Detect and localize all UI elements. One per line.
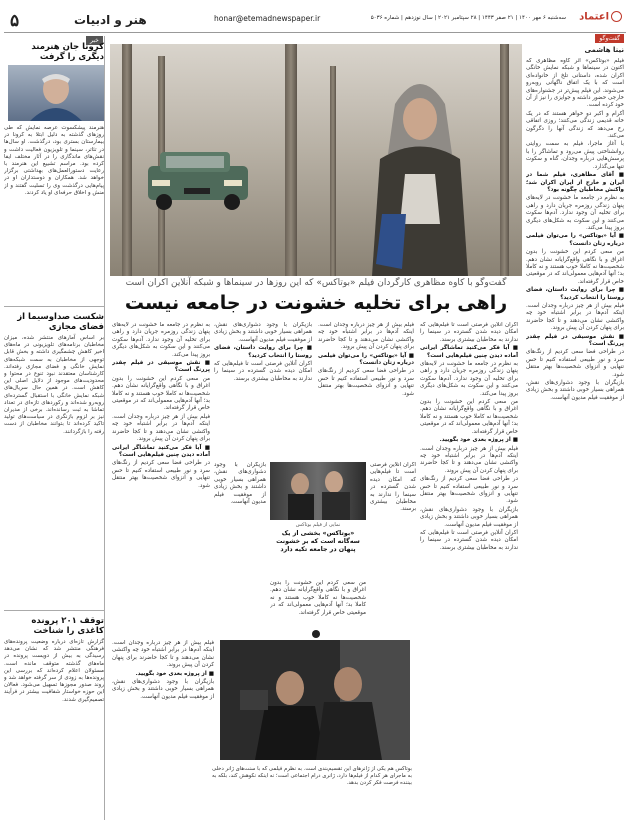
- body-paragraph: فیلم بیش از هر چیز درباره وجدان است. اینکه آدم‌ها در برابر اشتباه خود چه واکنشی نشان می‌دهند و تا کجا حاضرند برای پنهان کردن آن پیش بروند.: [318, 322, 414, 351]
- body-paragraph: من سعی کردم این خشونت را بدون اغراق و با نگاهی واقع‌گرایانه نشان دهم. شخصیت‌ها نه کاملا خوب هستند و نه کاملا بد؛ آنها آدم‌هایی معمولی‌اند که در موقعیتی خاص قرار گرفته‌اند.: [112, 375, 210, 412]
- question: ■ آیا «بوتاکس» را می‌توان فیلمی درباره زنان دانست؟: [526, 233, 624, 247]
- body-column-7: [270, 580, 366, 632]
- body-paragraph: به نظرم در جامعه ما خشونت در لایه‌های پنهان زندگی روزمره جریان دارد و راهی برای تخلیه آن وجود ندارد. آدم‌ها سکوت می‌کنند و این سکوت به شکل‌های دیگری بروز پیدا می‌کند.: [112, 322, 210, 358]
- sidebar-story-3: [4, 616, 104, 816]
- body-paragraph: فیلم بیش از هر چیز درباره وجدان است. اینکه آدم‌ها در برابر اشتباه خود چه واکنشی نشان می‌دهند و تا کجا حاضرند برای پنهان کردن آن پیش بروند.: [420, 445, 518, 474]
- pull-quote: «بوتاکس» بخشی از یک سه‌گانه است که بر خشونت پنهان در جامعه تکیه دارد: [276, 530, 360, 553]
- body-paragraph: به نظرم در جامعه ما خشونت در لایه‌های پنهان زندگی روزمره جریان دارد و راهی برای تخلیه آن وجود ندارد. آدم‌ها سکوت می‌کنند و این سکوت به شکل‌های دیگری بروز پیدا می‌کند.: [420, 361, 518, 397]
- sidebar-divider: [4, 306, 104, 307]
- body-paragraph: در طراحی فضا سعی کردیم از رنگ‌های سرد و نور طبیعی استفاده کنیم تا حس تنهایی و انزوای شخصیت‌ها بهتر منتقل شود.: [420, 476, 518, 505]
- newspaper-logo: [579, 11, 622, 23]
- news-kicker: خبر: [86, 36, 103, 45]
- intro-column: [526, 58, 624, 618]
- sidebar-story-2-text: بر اساس آمارهای منتشر شده، میزان مخاطبان برنامه‌های تلویزیونی در ماه‌های اخیر کاهش چشمگیری داشته و بخش قابل توجهی از مخاطبان به سمت شبکه‌های نمایش خانگی و فضای مجازی رفته‌اند. کارشناسان معتقدند نبود تنوع در محتوا و محدودیت‌های موجود از دلایل اصلی این کاهش است. در همین حال سریال‌های شبکه نمایش خانگی با استقبال گسترده‌ای روبه‌رو شده‌اند و رکوردهای تازه‌ای در تعداد تماشا به ثبت رسانده‌اند. برخی از مدیران نیز بر لزوم بازنگری در سیاست‌های تولید تاکید کرده‌اند تا بتوانند مخاطبان از دست رفته را بازگردانند.: [4, 335, 104, 435]
- question: ■ چرا برای روایت داستان، فضای روستا را انتخاب کردید؟: [526, 287, 624, 301]
- answer-paragraph: بازیگران با وجود دشواری‌های نقش، همراهی بسیار خوبی داشتند و بخش زیادی از موفقیت فیلم مدیون آنهاست.: [526, 380, 624, 401]
- body-column-2: [318, 322, 414, 458]
- tree-trunk: [500, 44, 509, 276]
- body-column-8: [112, 640, 214, 815]
- question: ■ آیا فکر می‌کنید تماشاگر ایرانی آماده دیدن چنین فیلم‌هایی است؟: [420, 345, 518, 359]
- body-paragraph: فیلم بیش از هر چیز درباره وجدان است. اینکه آدم‌ها در برابر اشتباه خود چه واکنشی نشان می‌دهند و تا کجا حاضرند برای پنهان کردن آن پیش بروند.: [112, 640, 214, 669]
- question: ■ از پروژه بعدی خود بگویید.: [135, 670, 214, 677]
- tree-trunk: [122, 44, 132, 276]
- body-column-5: [214, 462, 266, 632]
- body-paragraph: فیلم بیش از هر چیز درباره وجدان است. اینکه آدم‌ها در برابر اشتباه خود چه واکنشی نشان می‌دهند و تا کجا حاضرند برای پنهان کردن آن پیش بروند.: [112, 413, 210, 443]
- body-paragraph: اکران آنلاین فرصتی است تا فیلم‌هایی که امکان دیده شدن گسترده در سینما را ندارند به مخاطبان بیشتری برسند.: [420, 529, 518, 551]
- question: ■ از پروژه بعدی خود بگویید.: [439, 437, 518, 444]
- sidebar-story-1-text: هنرمند پیشکسوت عرصه نمایش که طی روزهای گذشته به دلیل ابتلا به کرونا در بیمارستان بستری بود، درگذشت. او سال‌ها در تئاتر، سینما و تلویزیون فعالیت داشت و نقش‌های ماندگاری را در آثار مختلف ایفا کرده بود. مراسم تشییع این هنرمند با رعایت دستورالعمل‌های بهداشتی برگزار خواهد شد. همکاران و دوستداران او در پیام‌هایی درگذشت وی را تسلیت گفتند و از منش و اخلاق حرفه‌ای او یاد کردند.: [4, 125, 104, 196]
- sidebar-story-3-text: گزارش تازه‌ای درباره وضعیت پرونده‌های فرهنگی منتشر شد که نشان می‌دهد رسیدگی به بیش از دویست پرونده در ماه‌های گذشته متوقف مانده است. مسئولان اعلام کرده‌اند که بررسی این پرونده‌ها به زودی از سر گرفته خواهد شد و روند صدور مجوزها تسهیل می‌شود. فعالان این حوزه خواستار شفافیت بیشتر در فرآیند تصمیم‌گیری شدند.: [4, 639, 104, 703]
- tree-trunk: [285, 44, 297, 276]
- body-paragraph: بازیگران با وجود دشواری‌های نقش، همراهی بسیار خوبی داشتند و بخش زیادی از موفقیت فیلم مدیون آنهاست.: [420, 506, 518, 528]
- body-paragraph: اکران آنلاین فرصتی است تا فیلم‌هایی که امکان دیده شدن گسترده در سینما را ندارند به مخاطبان بیشتری برسند.: [370, 462, 416, 513]
- sidebar-portrait: [8, 65, 104, 121]
- body-column-4: [112, 322, 210, 632]
- sidebar-story-2-title: شکست صداوسیما از فضای مجازی: [17, 312, 104, 332]
- issue-line: سه‌شنبه ۶ مهر ۱۴۰۰ | ۲۱ صفر ۱۴۴۳ | ۲۸ سپتامبر ۲۰۲۱ | سال نوزدهم | شماره ۵۰۳۶: [370, 15, 566, 21]
- intro-paragraph: با آغاز ماجرا، فیلم به سمت روایتی روانشناختی پیش می‌رود و تماشاگر را با پرسش‌هایی درباره وجدان، گناه و سکوت تنها می‌گذارد.: [526, 141, 624, 170]
- body-column-3: [214, 322, 312, 458]
- film-still-figures: [270, 462, 366, 520]
- body-paragraph: بازیگران با وجود دشواری‌های نقش، همراهی بسیار خوبی داشتند و بخش زیادی از موفقیت فیلم مدیون آنهاست.: [112, 679, 214, 700]
- sidebar-story-1: [4, 42, 104, 304]
- answer-paragraph: در طراحی فضا سعی کردیم از رنگ‌های سرد و نور طبیعی استفاده کنیم تا حس تنهایی و انزوای شخصیت‌ها بهتر منتقل شود.: [526, 349, 624, 378]
- author-name: نینا هاشمی: [584, 46, 624, 54]
- body-column-1: [420, 322, 518, 814]
- intro-paragraph: فیلم «بوتاکس» اثر کاوه مظاهری که اکنون در سینماها و شبکه نمایش خانگی اکران شده، داستانی تلخ از خانواده‌ای است که با یک اتفاق ناگهانی روبه‌رو می‌شوند. این فیلم پیش‌تر در جشنواره‌های خارجی حضور داشته و جوایزی را نیز از آن خود کرده است.: [526, 58, 624, 109]
- question: ■ نقش موسیقی در فیلم چقدر پررنگ است؟: [112, 360, 210, 374]
- woman-figure: [360, 64, 480, 276]
- tree-trunk: [330, 66, 336, 276]
- car-illustration: [140, 144, 255, 214]
- question: ■ آقای مظاهری، فیلم شما در ایران و خارج از ایران اکران شد؛ واکنش مخاطبان چگونه بود؟: [526, 172, 624, 193]
- body-paragraph: اکران آنلاین فرصتی است تا فیلم‌هایی که امکان دیده شدن گسترده در سینما را ندارند به مخاطبان بیشتری برسند.: [214, 361, 312, 382]
- article-headline: راهی برای تخلیه خشونت در جامعه نیست: [124, 292, 508, 314]
- sidebar-divider: [4, 610, 104, 611]
- sidebar-story-2: [4, 312, 104, 612]
- masthead: [4, 8, 626, 33]
- body-paragraph: اکران آنلاین فرصتی است تا فیلم‌هایی که امکان دیده شدن گسترده در سینما را ندارند به مخاطبان بیشتری برسند.: [420, 322, 518, 343]
- intro-paragraph: آکرام و اکبر دو خواهر هستند که در یک خانه قدیمی زندگی می‌کنند؛ روزی اتفاقی رخ می‌دهد که زندگی آنها را دگرگون می‌کند.: [526, 110, 624, 140]
- article-subhead: گفت‌وگو با کاوه مظاهری کارگردان فیلم «بوتاکس» که این روزها در سینماها و شبکه آنلاین اکران است: [125, 278, 507, 288]
- answer-paragraph: به نظرم در جامعه ما خشونت در لایه‌های پنهان زندگی روزمره جریان دارد و راهی برای تخلیه آن وجود ندارد. آدم‌ها سکوت می‌کنند و این سکوت به شکل‌های دیگری بروز پیدا می‌کند.: [526, 195, 624, 231]
- question: ■ آیا فکر می‌کنید تماشاگر ایرانی آماده دیدن چنین فیلم‌هایی است؟: [112, 444, 210, 458]
- question: ■ آیا «بوتاکس» را می‌توان فیلمی درباره زنان دانست؟: [318, 352, 414, 367]
- film-still-2-figures: [220, 640, 410, 760]
- section-break-icon: [312, 630, 320, 638]
- body-paragraph: بازیگران با وجود دشواری‌های نقش، همراهی بسیار خوبی داشتند و بخش زیادی از موفقیت فیلم مدیون آنهاست.: [214, 462, 266, 506]
- question: ■ نقش موسیقی در فیلم چقدر پررنگ است؟: [526, 333, 624, 348]
- section-title: هنر و ادبیات: [74, 13, 147, 27]
- body-column-6: [370, 462, 416, 632]
- logo-mark-icon: [611, 11, 622, 22]
- film-still-2-caption: بوتاکس هم یکی از ژانرهای این تقسیم‌بندی است. به نظرم فیلمی که با سنت‌های ژانر دخلی به ماجرای هر کدام از فیلم‌ها دارد، ژانری درام اجتماعی است؛ نه اینکه نکوهش کند، بلکه به بیننده فرصت فکر کردن بدهد.: [212, 766, 412, 786]
- body-paragraph: من سعی کردم این خشونت را بدون اغراق و با نگاهی واقع‌گرایانه نشان دهم. شخصیت‌ها نه کاملا خوب هستند و نه کاملا بد؛ آنها آدم‌هایی معمولی‌اند که در موقعیتی خاص قرار گرفته‌اند.: [270, 580, 366, 616]
- question: ■ چرا برای روایت داستان، فضای روستا را انتخاب کردید؟: [214, 345, 312, 359]
- news-sidebar: [4, 36, 105, 820]
- sidebar-story-1-title: کرونا جان هنرمند دیگری را گرفت: [31, 42, 104, 62]
- body-paragraph: در طراحی فضا سعی کردیم از رنگ‌های سرد و نور طبیعی استفاده کنیم تا حس تنهایی و انزوای شخصیت‌ها بهتر منتقل شود.: [318, 368, 414, 397]
- film-still-2: [220, 640, 410, 760]
- body-paragraph: بازیگران با وجود دشواری‌های نقش، همراهی بسیار خوبی داشتند و بخش زیادی از موفقیت فیلم مدیون آنهاست.: [214, 322, 312, 343]
- film-still-1: [270, 462, 366, 520]
- body-paragraph: من سعی کردم این خشونت را بدون اغراق و با نگاهی واقع‌گرایانه نشان دهم. شخصیت‌ها نه کاملا خوب هستند و نه کاملا بد؛ آنها آدم‌هایی معمولی‌اند که در موقعیتی خاص قرار گرفته‌اند.: [420, 399, 518, 435]
- website-address: honar@etemadnewspaper.ir: [214, 14, 321, 23]
- page-number: ۵: [10, 11, 20, 30]
- film-still-caption: نمایی از فیلم بوتاکس: [295, 522, 341, 528]
- interview-kicker: گفت‌وگو: [595, 34, 624, 43]
- sidebar-story-3-title: توقف ۲۰۱ پرونده کاغذی را شناخت: [31, 616, 104, 636]
- answer-paragraph: من سعی کردم این خشونت را بدون اغراق و با نگاهی واقع‌گرایانه نشان دهم. شخصیت‌ها نه کاملا خوب هستند و نه کاملا بد؛ آنها آدم‌هایی معمولی‌اند که در موقعیتی خاص قرار گرفته‌اند.: [526, 249, 624, 285]
- logo-text: اعتماد: [579, 11, 609, 23]
- main-photo: [110, 44, 522, 276]
- body-paragraph: در طراحی فضا سعی کردیم از رنگ‌های سرد و نور طبیعی استفاده کنیم تا حس تنهایی و انزوای شخصیت‌ها بهتر منتقل شود.: [112, 460, 210, 489]
- answer-paragraph: فیلم بیش از هر چیز درباره وجدان است. اینکه آدم‌ها در برابر اشتباه خود چه واکنشی نشان می‌دهند و تا کجا حاضرند برای پنهان کردن آن پیش بروند.: [526, 303, 624, 332]
- portrait-figure: [8, 65, 104, 121]
